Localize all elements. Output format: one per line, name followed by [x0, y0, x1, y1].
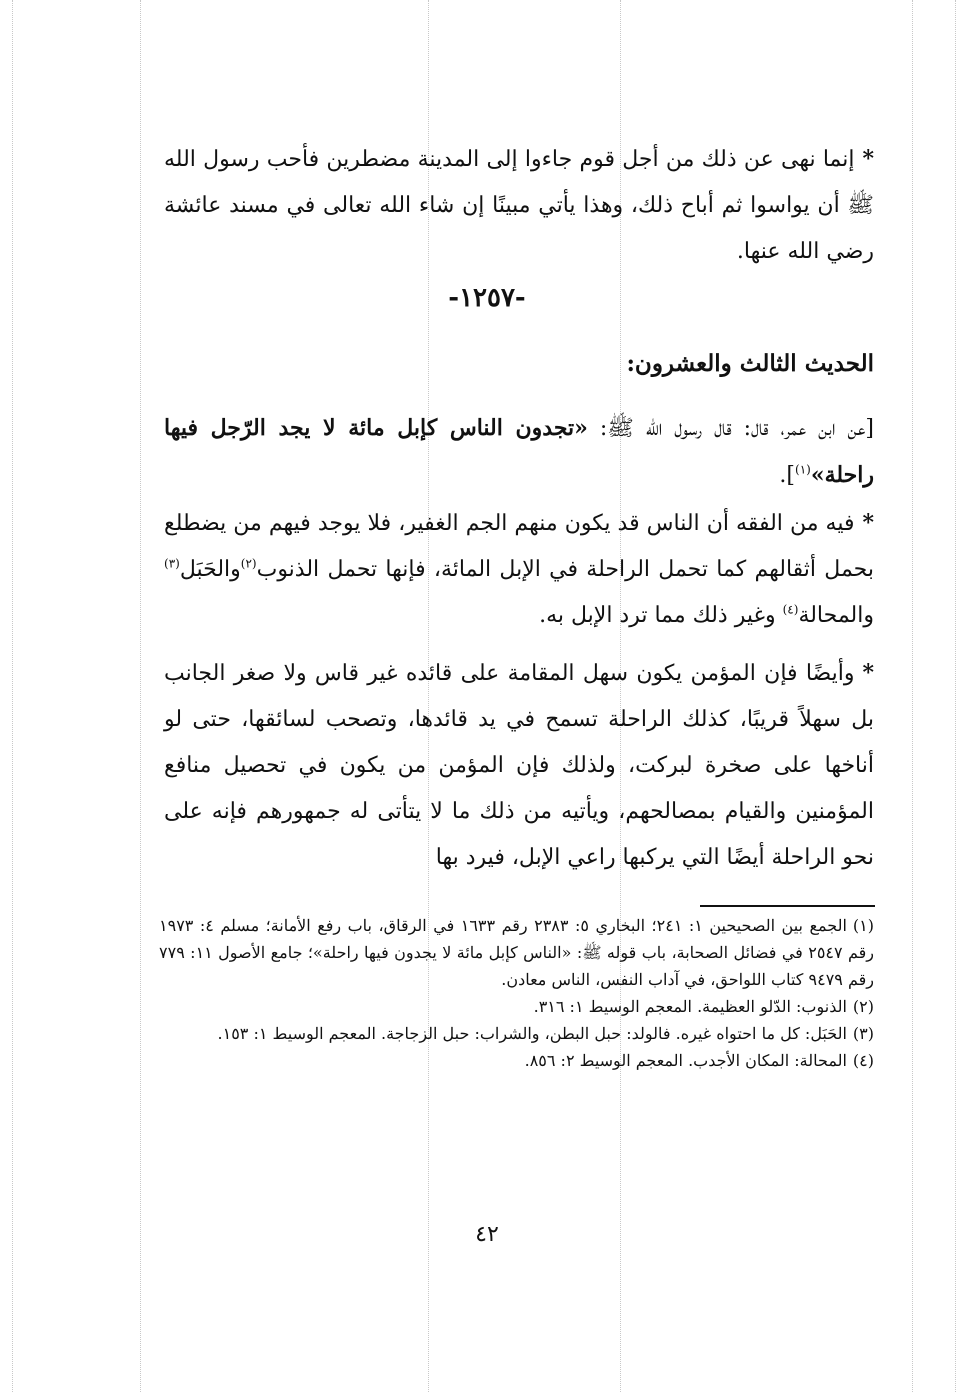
footnote-number: (٣) — [852, 1024, 874, 1043]
paragraph-intro — [164, 136, 874, 275]
footnote-text: الذنوب: الدّلو العظيمة. المعجم الوسيط ١: ٣١٦. — [533, 997, 847, 1016]
hadith-text: «تجدون الناس كإبل مائة لا يجد الرّجل فيها راحلة» — [164, 415, 874, 488]
hadith-suffix: ]. — [779, 463, 795, 488]
section-heading: الحديث الثالث والعشرون: — [626, 350, 874, 377]
paragraph-text: والحَبَل — [179, 557, 241, 582]
paragraph-text: والمحالة — [798, 603, 874, 628]
footnote-ref: (١) — [795, 462, 811, 477]
hadith-number: -١٢٥٧- — [448, 283, 526, 313]
paragraph-text: وغير ذلك مما ترد الإبل به. — [539, 603, 783, 628]
paragraph-marker: * — [862, 660, 874, 686]
scan-artifact-line — [955, 0, 956, 1392]
hadith-prefix: [عن ابن عمر، قال: قال رسول الله ﷺ: — [587, 416, 874, 441]
footnote-ref: (٤) — [782, 602, 799, 617]
paragraph-believer — [164, 650, 874, 881]
hadith-block — [164, 405, 874, 499]
paragraph-text: فيه من الفقه أن الناس قد يكون منهم الجم الغفير، فلا يوجد فيهم من يضطلع بحمل أثقالهم كما تحمل الراحلة في الإبل المائة، فإنها تحمل الذنوب — [164, 511, 874, 582]
footnote-4 — [159, 1047, 874, 1074]
footnote-ref: (٣) — [164, 556, 180, 571]
footnotes — [159, 912, 874, 1074]
paragraph-marker: * — [862, 146, 874, 172]
footnote-text: الجمع بين الصحيحين ١: ٢٤١؛ البخاري ٥: ٢٣٨٣ رقم ١٦٣٣ في الرقاق، باب رفع الأمانة؛ مسلم ٤: ١٩٧٣ رقم ٢٥٤٧ في فضائل الصحابة، باب قوله ﷺ: «الناس كإبل مائة لا يجدون فيها راحلة»؛ جامع الأصول ١١: ٧٧٩ رقم ٩٤٧٩ كتاب اللواحق، في آداب النفس، الناس معادن. — [159, 916, 875, 989]
paragraph-fiqh — [164, 500, 874, 639]
footnote-separator — [700, 905, 875, 907]
footnote-text: المحالة: المكان الأجدب. المعجم الوسيط ٢: ٨٥٦. — [524, 1051, 847, 1070]
footnote-number: (٢) — [852, 997, 874, 1016]
scan-artifact-line — [912, 0, 913, 1392]
footnote-1 — [159, 912, 874, 993]
scan-artifact-line — [12, 0, 13, 1392]
footnote-number: (١) — [852, 916, 875, 935]
footnote-ref: (٢) — [240, 556, 257, 571]
footnote-number: (٤) — [852, 1051, 874, 1070]
footnote-text: الحَبَل: كل ما احتواه غيره. فالولد: حبل البطن، والشراب: حبل الزجاجة. المعجم الوسيط ١: ١٥٣. — [217, 1024, 847, 1043]
footnote-3 — [159, 1020, 874, 1047]
page-number: ٤٢ — [475, 1222, 499, 1247]
footnote-2 — [159, 993, 874, 1020]
paragraph-marker: * — [862, 510, 874, 536]
paragraph-text: إنما نهى عن ذلك من أجل قوم جاءوا إلى المدينة مضطرين فأحب رسول الله ﷺ أن يواسوا ثم أباح ذلك، وهذا يأتي مبينًا إن شاء الله تعالى في مسند عائشة رضي الله عنها. — [164, 147, 874, 264]
paragraph-text: وأيضًا فإن المؤمن يكون سهل المقامة على قائده غير قاس ولا صغر الجانب بل سهلاً قريبًا، كذلك الراحلة تسمح في يد قائدها، وتصحب لسائقها، حتى لو أناخها على صخرة لبركت، ولذلك فإن المؤمن من يكون في تحصيل منافع المؤمنين والقيام بمصالحهم، ويأتيه من ذلك ما لا يتأتى له جمهورهم فإنه على نحو الراحلة أيضًا التي يركبها راعي الإبل، فيرد بها — [164, 661, 874, 870]
scan-artifact-line — [140, 0, 141, 1392]
